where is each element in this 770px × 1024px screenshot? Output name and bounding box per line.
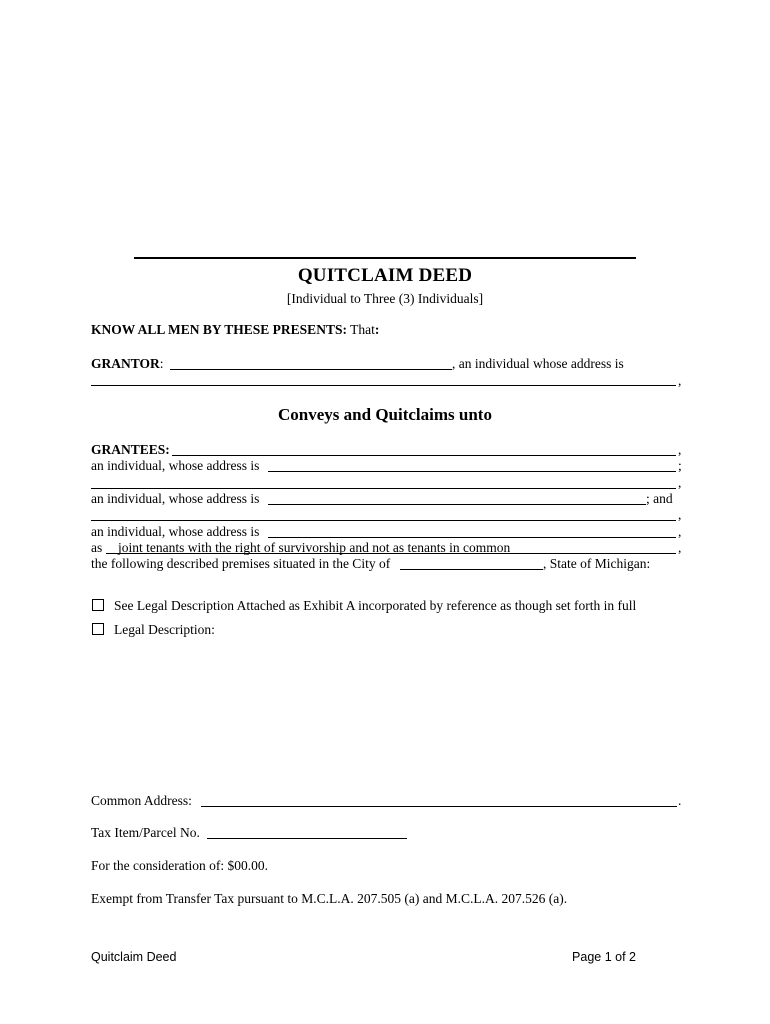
blank-end-2: , — [678, 507, 682, 522]
premises-prefix: the following described premises situated in the City of — [91, 556, 391, 571]
grantees-line-end: , — [678, 442, 682, 457]
tax-item-field[interactable] — [207, 838, 407, 839]
grantee-name-field-2[interactable] — [91, 488, 676, 489]
premises-suffix: , State of Michigan: — [543, 556, 651, 571]
grantor-name-field[interactable] — [170, 369, 452, 370]
grantor-address-field[interactable] — [91, 385, 676, 386]
grantor-line-end: , — [678, 373, 682, 388]
legal-description-label: Legal Description: — [114, 622, 215, 637]
as-prefix: as — [91, 540, 103, 555]
grantor-suffix: , an individual whose address is — [452, 356, 624, 371]
grantee-name-field-3[interactable] — [91, 520, 676, 521]
grantee-address-field-2[interactable] — [268, 504, 646, 505]
exhibit-a-checkbox[interactable] — [92, 599, 104, 611]
tenancy-text: joint tenants with the right of survivorship and not as tenants in common — [118, 540, 511, 555]
as-end: , — [678, 540, 682, 555]
legal-description-checkbox[interactable] — [92, 623, 104, 635]
blank-end-1: , — [678, 475, 682, 490]
exhibit-a-label: See Legal Description Attached as Exhibit A incorporated by reference as though set forth in full — [114, 598, 637, 613]
footer-page-number: Page 1 of 2 — [572, 950, 636, 964]
address-end-3: , — [678, 524, 682, 539]
intro-colon: : — [374, 322, 380, 337]
grantees-label-text: GRANTEES: — [91, 442, 170, 457]
address-prefix-3: an individual, whose address is — [91, 524, 260, 539]
address-prefix-2: an individual, whose address is — [91, 491, 260, 506]
tax-item-label: Tax Item/Parcel No. — [91, 825, 200, 840]
grantor-colon: : — [159, 356, 164, 371]
address-end-2: ; and — [646, 491, 673, 506]
grantees-name-field[interactable] — [172, 455, 676, 456]
address-prefix-1: an individual, whose address is — [91, 458, 260, 473]
city-field[interactable] — [400, 569, 543, 570]
grantor-label: GRANTOR — [91, 356, 160, 371]
common-address-end: . — [678, 793, 682, 808]
top-rule — [134, 257, 636, 259]
intro-bold: KNOW ALL MEN BY THESE PRESENTS: — [91, 322, 347, 337]
grantee-address-field-3[interactable] — [268, 537, 676, 538]
exemption-text: Exempt from Transfer Tax pursuant to M.C.L.A. 207.505 (a) and M.C.L.A. 207.526 (a). — [91, 891, 568, 906]
grantees-label — [91, 442, 170, 458]
intro-rest: That — [346, 322, 375, 337]
conveys-heading: Conveys and Quitclaims unto — [278, 405, 492, 424]
grantee-address-field-1[interactable] — [268, 471, 676, 472]
page-title: QUITCLAIM DEED — [297, 265, 473, 286]
consideration-text: For the consideration of: $00.00. — [91, 858, 268, 873]
footer-left: Quitclaim Deed — [91, 950, 177, 964]
page-subtitle: [Individual to Three (3) Individuals] — [286, 291, 484, 306]
common-address-label: Common Address: — [91, 793, 192, 808]
intro-line — [91, 322, 379, 338]
common-address-field[interactable] — [201, 806, 677, 807]
grantor-line — [91, 356, 164, 372]
address-end-1: ; — [678, 458, 682, 473]
